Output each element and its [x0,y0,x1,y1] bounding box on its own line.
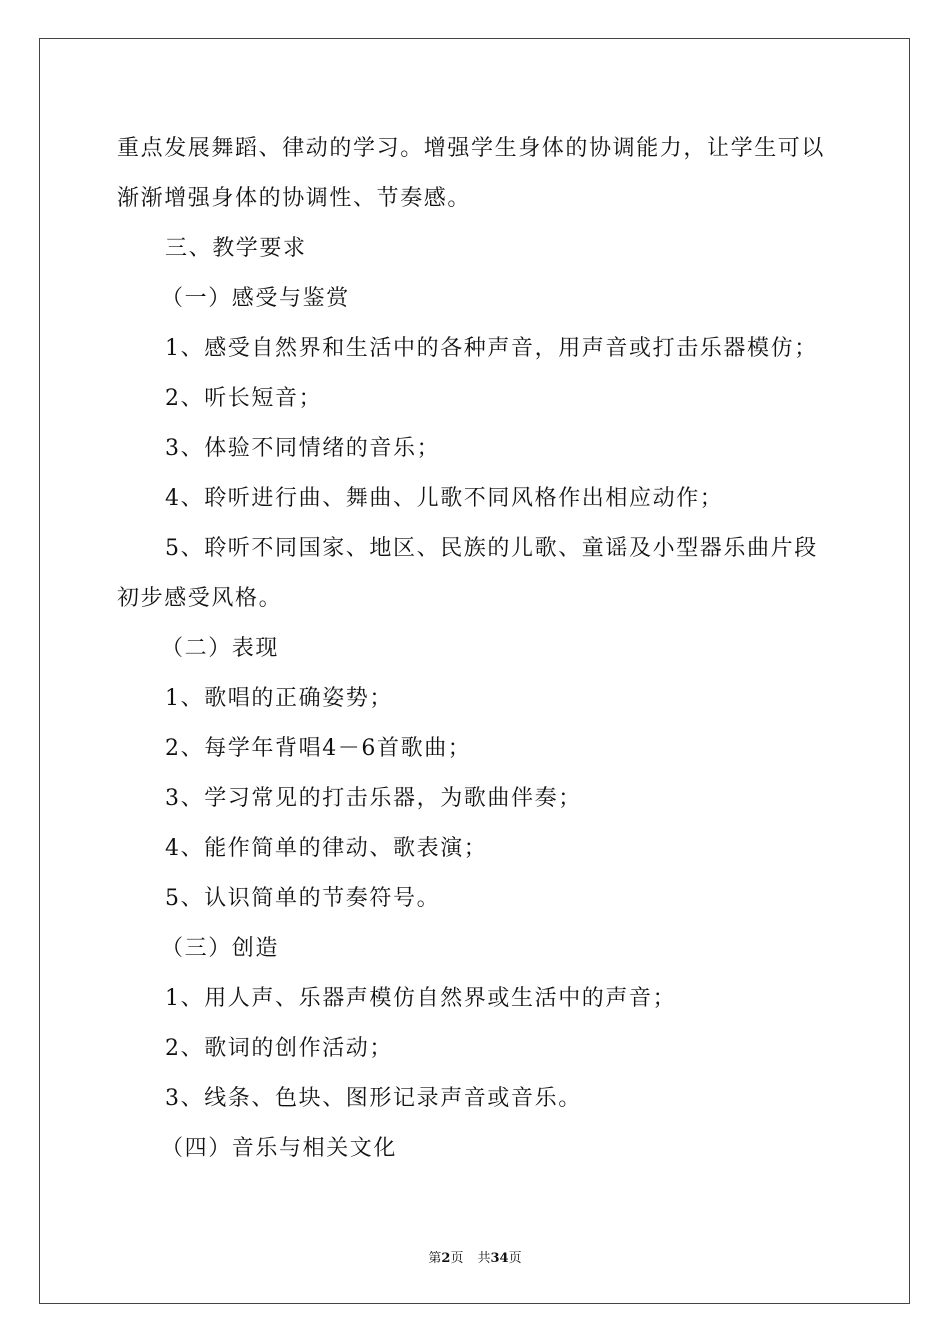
text-line: 三、教学要求 [165,236,307,261]
text-line: 4、能作简单的律动、歌表演； [165,836,488,861]
text-line: 5、聆听不同国家、地区、民族的儿歌、童谣及小型器乐曲片段 [165,536,818,561]
text-line: 2、歌词的创作活动； [165,1036,393,1061]
text-line: 渐渐增强身体的协调性、节奏感。 [117,186,472,211]
document-body [117,124,837,1174]
text-line: 初步感受风格。 [117,586,283,611]
footer-total-prefix: 共 [477,1251,491,1266]
text-line: 3、学习常见的打击乐器，为歌曲伴奏； [165,786,582,811]
text-line: 1、歌唱的正确姿势； [165,686,393,711]
text-line: （二）表现 [161,636,280,661]
footer-page-suffix: 页 [450,1251,464,1266]
footer-page-number: 2 [441,1251,451,1266]
footer-total-number: 34 [490,1251,509,1266]
text-line: 4、聆听进行曲、舞曲、儿歌不同风格作出相应动作； [165,486,724,511]
page-footer [0,1247,950,1266]
text-line: 1、感受自然界和生活中的各种声音，用声音或打击乐器模仿； [165,336,818,361]
text-line: （一）感受与鉴赏 [161,286,350,311]
text-line: 3、体验不同情绪的音乐； [165,436,441,461]
text-line: （三）创造 [161,936,280,961]
text-line: 2、听长短音； [165,386,323,411]
footer-page-prefix: 第 [428,1251,442,1266]
text-line: 3、线条、色块、图形记录声音或音乐。 [165,1086,582,1111]
text-line: 重点发展舞蹈、律动的学习。增强学生身体的协调能力，让学生可以 [117,136,826,161]
footer-total-suffix: 页 [508,1251,522,1266]
text-line: （四）音乐与相关文化 [161,1136,398,1161]
text-line: 2、每学年背唱4－6首歌曲； [165,736,472,761]
text-line: 1、用人声、乐器声模仿自然界或生活中的声音； [165,986,677,1011]
text-line: 5、认识简单的节奏符号。 [165,886,441,911]
